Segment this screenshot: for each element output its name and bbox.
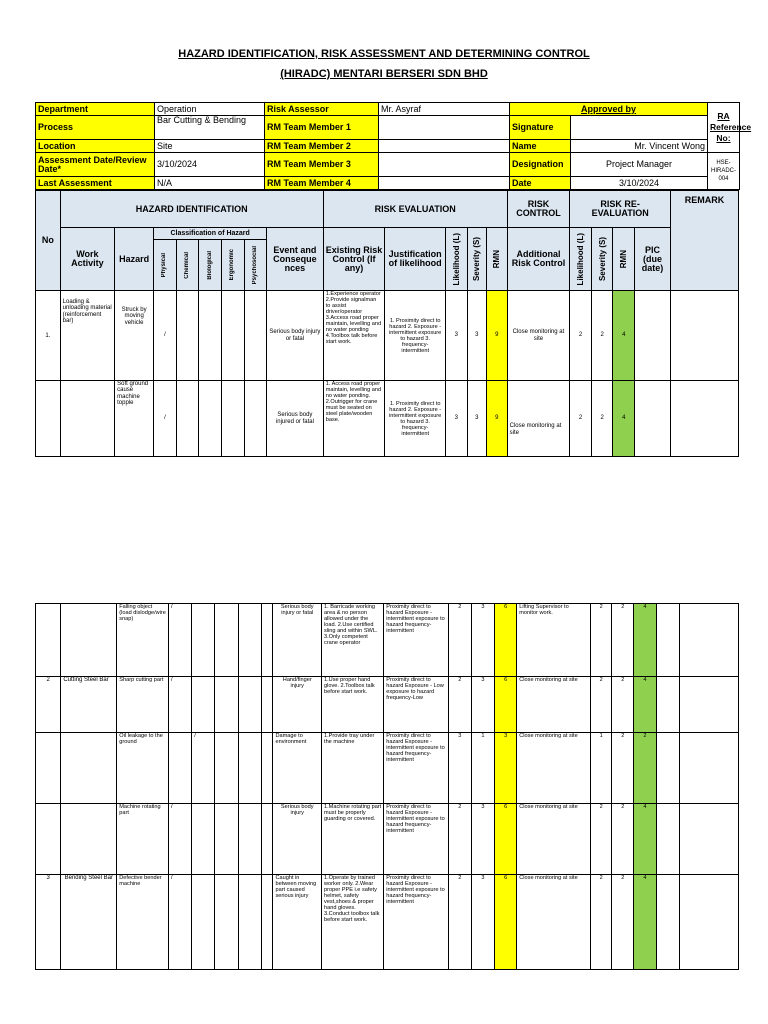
row-physical: / xyxy=(168,804,191,875)
row-rmn2: 4 xyxy=(634,804,656,875)
col-likelihood-2: Likelihood (L) xyxy=(576,232,586,286)
row-physical: / xyxy=(168,875,191,970)
row-pic xyxy=(656,733,679,804)
row-rmn: 6 xyxy=(495,875,517,970)
rm-team-member-4-label: RM Team Member 4 xyxy=(265,177,379,190)
row-s: 3 xyxy=(471,875,494,970)
row-event: Serious body injury or fatal xyxy=(267,291,324,381)
row-pic xyxy=(635,381,671,457)
header-hazard-identification: HAZARD IDENTIFICATION xyxy=(60,191,323,228)
row-chemical xyxy=(176,381,199,457)
row-chemical xyxy=(176,291,199,381)
row-pic xyxy=(656,604,679,677)
row-remark xyxy=(679,875,738,970)
row-rmn2: 4 xyxy=(634,604,656,677)
row-remark xyxy=(679,733,738,804)
col-justification: Justification of likelihood xyxy=(385,228,446,291)
row-additional: Close monitoring at site xyxy=(517,875,591,970)
row-existing: 1. Access road proper maintain, levelling and no water ponding. 2.Outrigger for crane must be seated on steel plate/wooden base. xyxy=(323,381,385,457)
row-no xyxy=(36,733,61,804)
row-l2: 2 xyxy=(570,291,592,381)
row-event: Damage to environment xyxy=(273,733,322,804)
process-value: Bar Cutting & Bending xyxy=(155,116,265,140)
row-remark xyxy=(679,604,738,677)
row-existing: 1. Barricade working area & no person allowed under the load. 2.Use certified sling and within SWL. 3.Only competent crane operator xyxy=(322,604,384,677)
row-l2: 1 xyxy=(591,733,612,804)
row-s2: 2 xyxy=(612,604,634,677)
row-ergonomic xyxy=(238,875,261,970)
row-biological xyxy=(215,804,238,875)
ra-reference-label: RA Reference No: xyxy=(708,103,740,153)
row-ergonomic xyxy=(238,733,261,804)
row-justification: 1. Proximity direct to hazard 2. Exposure - intermittent exposure to hazard 3. frequency- intermittent xyxy=(385,291,446,381)
assessment-date-label: Assessment Date/Review Date* xyxy=(36,153,155,177)
row-rmn2: 4 xyxy=(613,381,635,457)
row-pic xyxy=(656,875,679,970)
row-biological xyxy=(215,875,238,970)
designation-label: Designation xyxy=(510,153,571,177)
col-rmn-2: RMN xyxy=(619,249,629,269)
col-classification: Classification of Hazard xyxy=(154,228,267,240)
row-existing: 1.Machine rotating part must be properly guarding or covered. xyxy=(322,804,384,875)
row-additional: Close monitoring at site xyxy=(517,804,591,875)
row-remark xyxy=(671,381,739,457)
hiradc-table-page1 xyxy=(35,190,739,457)
row-justification: Proximity direct to hazard Exposure - Low exposure to hazard frequency-Low xyxy=(384,677,448,733)
row-chemical xyxy=(192,875,215,970)
row-biological xyxy=(199,291,222,381)
table-row xyxy=(36,804,739,875)
row-additional: Lifting Supervisor to monitor work. xyxy=(517,604,591,677)
row-psychosocial xyxy=(261,677,273,733)
approver-name-value: Mr. Vincent Wong xyxy=(571,140,708,153)
row-s2: 2 xyxy=(612,677,634,733)
row-rmn2: 4 xyxy=(634,677,656,733)
risk-assessor-label: Risk Assessor xyxy=(265,103,379,116)
row-l2: 2 xyxy=(591,677,612,733)
col-pic: PIC (due date) xyxy=(635,228,671,291)
row-s: 3 xyxy=(471,677,494,733)
row-rmn: 6 xyxy=(495,604,517,677)
row-physical: / xyxy=(168,604,191,677)
col-ergonomic: Ergonomic xyxy=(229,249,236,281)
row-event: Serious body injured or fatal xyxy=(267,381,324,457)
row-psychosocial xyxy=(244,291,267,381)
location-value: Site xyxy=(155,140,265,153)
row-hazard: Soft ground cause machine topple xyxy=(115,381,154,457)
rm-team-member-2-label: RM Team Member 2 xyxy=(265,140,379,153)
risk-assessor-value: Mr. Asyraf xyxy=(379,103,510,116)
row-existing: 1.Operate by trained worker only. 2.Wear proper PPE i.e safety helmet, safety vest,shoes & proper hand gloves. 3.Conduct toolbox talk before start work. xyxy=(322,875,384,970)
row-hazard: Defective bender machine xyxy=(117,875,169,970)
row-l2: 2 xyxy=(570,381,592,457)
row-hazard: Machine rotating part xyxy=(117,804,169,875)
assessment-date-value: 3/10/2024 xyxy=(155,153,265,177)
row-rmn2: 4 xyxy=(634,875,656,970)
rm-team-member-1-label: RM Team Member 1 xyxy=(265,116,379,140)
row-l2: 2 xyxy=(591,604,612,677)
row-activity xyxy=(61,733,117,804)
ra-reference-value: HSE-HIRADC-004 xyxy=(708,153,740,190)
row-rmn: 6 xyxy=(495,677,517,733)
header-risk-control: RISK CONTROL xyxy=(507,191,570,228)
department-label: Department xyxy=(36,103,155,116)
col-event: Event and Conseque nces xyxy=(267,228,324,291)
row-hazard: Sharp cutting part xyxy=(117,677,169,733)
row-biological xyxy=(199,381,222,457)
row-activity xyxy=(61,804,117,875)
col-no: No xyxy=(36,191,61,291)
row-additional: Close monitoring at site xyxy=(517,677,591,733)
process-label: Process xyxy=(36,116,155,140)
row-l: 2 xyxy=(448,804,471,875)
row-no: 2 xyxy=(36,677,61,733)
row-activity: Cutting Steel Bar xyxy=(61,677,117,733)
row-l: 3 xyxy=(448,733,471,804)
document-title-line2: (HIRADC) MENTARI BERSERI SDN BHD xyxy=(280,68,488,80)
date-label: Date xyxy=(510,177,571,190)
col-rmn: RMN xyxy=(492,249,502,269)
designation-value: Project Manager xyxy=(571,153,708,177)
row-psychosocial xyxy=(244,381,267,457)
row-pic xyxy=(656,804,679,875)
row-event: Serious body injury or fatal xyxy=(273,604,322,677)
date-value: 3/10/2024 xyxy=(571,177,708,190)
row-no xyxy=(36,804,61,875)
row-psychosocial xyxy=(261,733,273,804)
approved-by-label: Approved by xyxy=(510,103,708,116)
header-risk-evaluation: RISK EVALUATION xyxy=(323,191,507,228)
col-likelihood: Likelihood (L) xyxy=(451,232,461,286)
row-ergonomic xyxy=(238,604,261,677)
info-table xyxy=(35,102,752,190)
col-existing-control: Existing Risk Control (If any) xyxy=(323,228,385,291)
rm-team-member-1-value xyxy=(379,116,510,140)
row-s2: 2 xyxy=(612,733,634,804)
row-l: 2 xyxy=(448,677,471,733)
row-additional: Close monitoring at site xyxy=(507,381,570,457)
row-event: Caught in between moving part caused serious injury xyxy=(273,875,322,970)
col-additional-control: Additional Risk Control xyxy=(507,228,570,291)
row-event: Hand/finger injury xyxy=(273,677,322,733)
row-rmn2: 4 xyxy=(613,291,635,381)
row-remark xyxy=(671,291,739,381)
row-l: 3 xyxy=(445,291,467,381)
row-physical: / xyxy=(154,381,177,457)
col-hazard: Hazard xyxy=(115,228,154,291)
row-pic xyxy=(656,677,679,733)
row-justification: Proximity direct to hazard Exposure - intermittent exposure to hazard frequency- intermittent xyxy=(384,604,448,677)
row-existing: 1.Experience operator 2.Provide signalman to assist driver/operator 3.Access road proper maintain, levelling and no water ponding 4.Toolbox talk before start work. xyxy=(323,291,385,381)
location-label: Location xyxy=(36,140,155,153)
row-physical xyxy=(168,733,191,804)
row-additional: Close monitoring at site xyxy=(517,733,591,804)
row-l2: 2 xyxy=(591,875,612,970)
row-hazard: Falling object (load dislodge/wire snap) xyxy=(117,604,169,677)
row-psychosocial xyxy=(261,804,273,875)
row-biological xyxy=(215,677,238,733)
row-justification: Proximity direct to hazard Exposure - intermittent exposure to hazard frequency- intermittent xyxy=(384,804,448,875)
table-row xyxy=(36,604,739,677)
last-assessment-value: N/A xyxy=(155,177,265,190)
table-row xyxy=(36,381,739,457)
row-ergonomic xyxy=(238,677,261,733)
row-remark xyxy=(679,677,738,733)
row-rmn: 3 xyxy=(495,733,517,804)
row-activity xyxy=(61,604,117,677)
row-l: 2 xyxy=(448,604,471,677)
row-chemical xyxy=(192,804,215,875)
row-s: 1 xyxy=(471,733,494,804)
col-remark: REMARK xyxy=(671,191,739,291)
row-s2: 2 xyxy=(591,381,613,457)
col-chemical: Chemical xyxy=(184,251,191,279)
col-work-activity: Work Activity xyxy=(60,228,114,291)
row-rmn: 9 xyxy=(487,291,508,381)
col-severity: Severity (S) xyxy=(472,236,482,282)
col-psychosocial: Psychosocial xyxy=(251,245,258,285)
signature-label: Signature xyxy=(510,116,571,140)
row-activity: Loading & unloading material (reinforcement bar) xyxy=(60,291,114,381)
row-no: 1. xyxy=(36,291,61,381)
row-psychosocial xyxy=(261,604,273,677)
row-chemical xyxy=(192,677,215,733)
row-ergonomic xyxy=(238,804,261,875)
rm-team-member-4-value xyxy=(379,177,510,190)
row-psychosocial xyxy=(261,875,273,970)
row-l2: 2 xyxy=(591,804,612,875)
row-ergonomic xyxy=(221,381,244,457)
row-s2: 2 xyxy=(612,875,634,970)
last-assessment-label: Last Assessment xyxy=(36,177,155,190)
row-no: 3 xyxy=(36,875,61,970)
row-hazard: Struck by moving vehicle xyxy=(115,291,154,381)
document-title-line1: HAZARD IDENTIFICATION, RISK ASSESSMENT AND DETERMINING CONTROL xyxy=(178,48,590,60)
row-rmn: 6 xyxy=(495,804,517,875)
col-severity-2: Severity (S) xyxy=(597,236,607,282)
row-physical: / xyxy=(154,291,177,381)
col-physical: Physical xyxy=(161,252,168,278)
row-s2: 2 xyxy=(612,804,634,875)
table-row xyxy=(36,677,739,733)
row-l: 3 xyxy=(445,381,467,457)
col-biological: Biological xyxy=(206,250,213,280)
row-s: 3 xyxy=(467,291,487,381)
row-existing: 1.Provide tray under the machine xyxy=(322,733,384,804)
row-chemical: / xyxy=(192,733,215,804)
table-row xyxy=(36,875,739,970)
row-justification: Proximity direct to hazard Exposure - intermittent exposure to hazard frequency- intermittent xyxy=(384,733,448,804)
rm-team-member-2-value xyxy=(379,140,510,153)
row-l: 2 xyxy=(448,875,471,970)
row-rmn: 9 xyxy=(487,381,508,457)
row-physical: / xyxy=(168,677,191,733)
row-activity xyxy=(60,381,114,457)
row-justification: 1. Proximity direct to hazard 2. Exposure - intermittent exposure to hazard 3. frequency- intermittent xyxy=(385,381,446,457)
row-pic xyxy=(635,291,671,381)
row-justification: Proximity direct to hazard Exposure - intermittent exposure to hazard frequency- intermittent xyxy=(384,875,448,970)
rm-team-member-3-label: RM Team Member 3 xyxy=(265,153,379,177)
table-row xyxy=(36,291,739,381)
signature-value xyxy=(571,116,708,140)
row-no xyxy=(36,604,61,677)
row-activity: Bending Steel Bar xyxy=(61,875,117,970)
row-additional: Close monitoring at site xyxy=(507,291,570,381)
rm-team-member-3-value xyxy=(379,153,510,177)
row-s: 3 xyxy=(471,804,494,875)
header-risk-reevaluation: RISK RE-EVALUATION xyxy=(570,191,671,228)
row-remark xyxy=(679,804,738,875)
hiradc-table-page2 xyxy=(35,603,739,970)
row-biological xyxy=(215,733,238,804)
row-s2: 2 xyxy=(591,291,613,381)
row-rmn2: 2 xyxy=(634,733,656,804)
name-label: Name xyxy=(510,140,571,153)
row-event: Serious body injury xyxy=(273,804,322,875)
row-existing: 1.Use proper hand glove. 2.Toolbox talk before start work. xyxy=(322,677,384,733)
row-s: 3 xyxy=(471,604,494,677)
row-ergonomic xyxy=(221,291,244,381)
department-value: Operation xyxy=(155,103,265,116)
row-chemical xyxy=(192,604,215,677)
row-s: 3 xyxy=(467,381,487,457)
row-biological xyxy=(215,604,238,677)
row-no xyxy=(36,381,61,457)
table-row xyxy=(36,733,739,804)
row-hazard: Oil leakage to the ground xyxy=(117,733,169,804)
